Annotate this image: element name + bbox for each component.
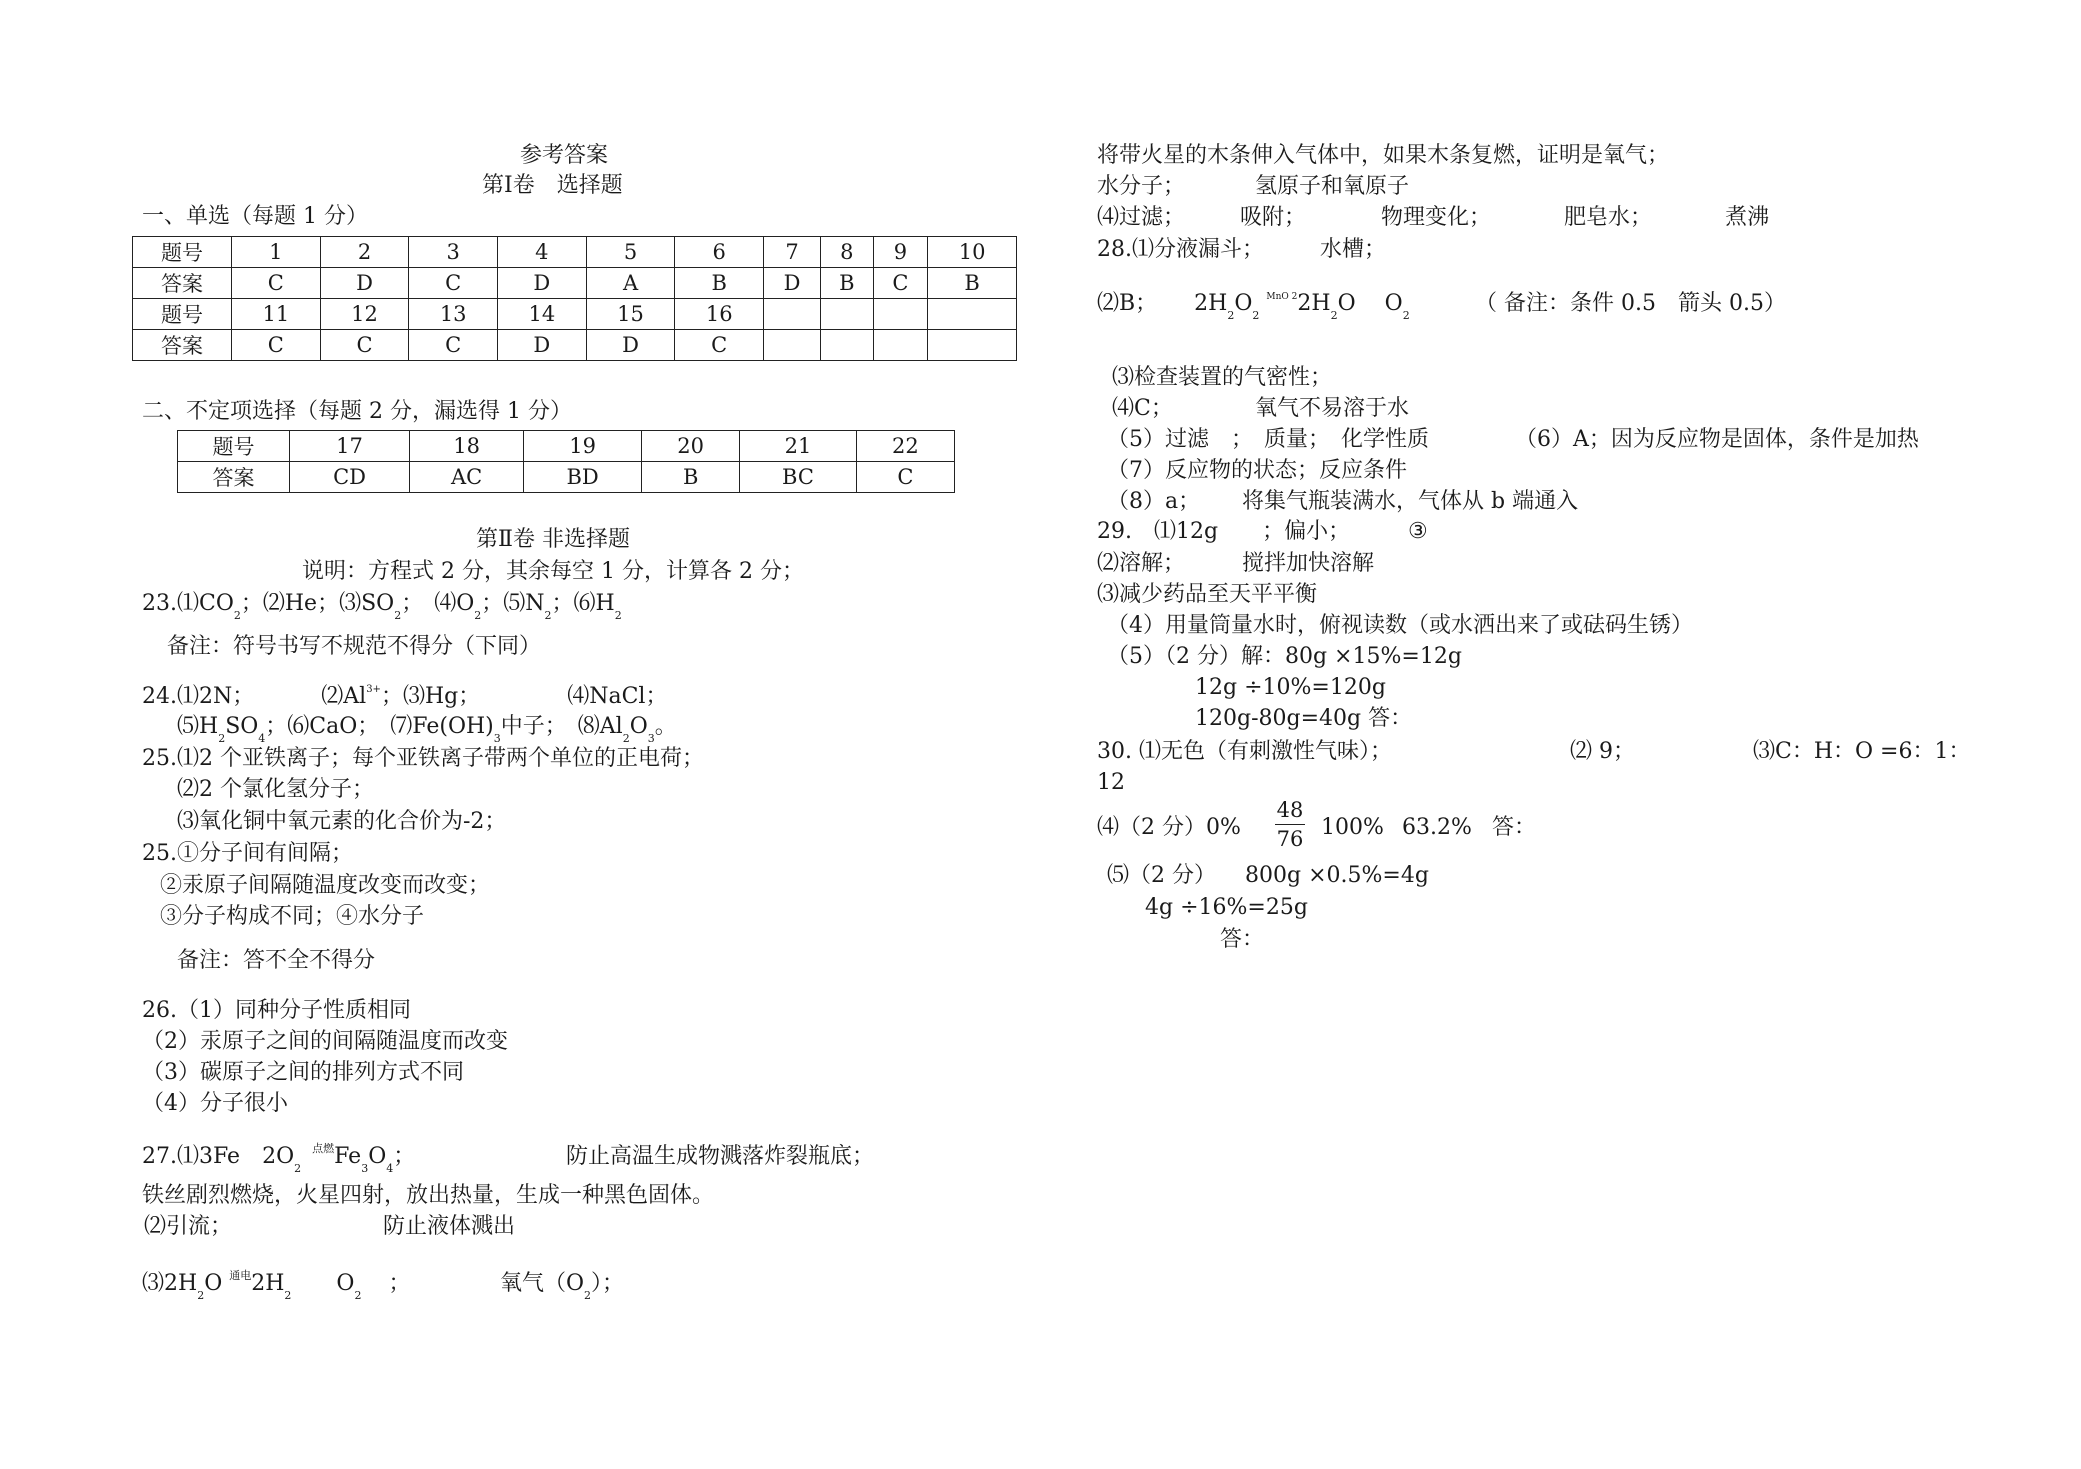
table-cell [928,299,1017,330]
numerator: 48 [1276,798,1304,822]
table-cell: B [821,268,874,299]
table-cell: C [409,330,498,361]
q26-line1: 26.（1）同种分子性质相同 [142,998,411,1023]
reaction-condition: 点燃 [312,1142,335,1155]
q28-part6: （6）A；因为反应物是固体，条件是加热 [1515,427,1919,452]
text: Fe [334,1144,362,1169]
q25b-line2: ②汞原子间隔随温度改变而改变； [160,873,491,898]
superscript: 3+ [366,684,381,695]
q30-part4d: 答： [1492,815,1537,840]
table-cell: 15 [586,299,675,330]
text: ； ⑷O [401,591,475,616]
text: O [629,714,648,739]
q28-part5: （5）过滤 ； 质量； 化学性质 [1107,427,1429,452]
table-cell [873,299,928,330]
page-title: 参考答案 [520,143,609,168]
text: 中子； ⑻Al [500,714,623,739]
table-cell: 7 [764,237,821,268]
text: ；⑸N [481,591,545,616]
text: O [1384,291,1403,316]
q30-part4c: 63.2% [1402,815,1472,840]
table-cell: C [675,330,764,361]
table-cell: C [232,330,321,361]
table-label: 答案 [178,462,290,493]
scoring-note: 说明：方程式 2 分，其余每空 1 分，计算各 2 分； [302,559,804,584]
subscript: 4 [386,1162,394,1175]
subscript: 2 [394,609,402,622]
q26-line4: （4）分子很小 [142,1091,288,1116]
q28-part4a: ⑷C； [1112,396,1173,421]
q30-part1: 30. ⑴无色（有刺激性气味）； [1097,739,1392,764]
table-cell: BC [740,462,856,493]
table-cell: D [764,268,821,299]
text: ；⑵He；⑶SO [240,591,395,616]
table-cell [928,330,1017,361]
subscript: 2 [284,1289,292,1302]
q24-line1 [142,683,667,715]
table-cell: CD [290,462,410,493]
text: ）； [591,1271,625,1296]
subscript: 2 [622,732,630,745]
table-cell: D [320,268,409,299]
q27-part4 [1097,204,1769,232]
table-cell: D [498,268,587,299]
table-cell [873,330,928,361]
q29-part2a: ⑵溶解； [1097,551,1186,576]
text: ⑴CO [177,591,234,616]
subscript: 2 [354,1289,362,1302]
q29-part5: （5）（2 分）解：80g ×15%=12g [1107,644,1462,669]
q26-line2: （2）汞原子之间的间隔随温度而改变 [142,1029,508,1054]
denominator: 76 [1276,827,1304,851]
subscript: 2 [294,1162,302,1175]
q30-part4b: 100% [1321,815,1384,840]
fraction [1275,798,1305,851]
text: SO [225,714,259,739]
part2-title: 第Ⅱ卷 非选择题 [476,527,630,552]
q27-line3b: 防止液体溅出 [383,1214,516,1239]
q25b-line1: 25.①分子间有间隔； [142,841,353,866]
text: ； [393,1144,416,1169]
q27-line3a: ⑵引流； [144,1214,233,1239]
table-cell: 13 [409,299,498,330]
table-row [178,462,955,493]
q23-note: 备注：符号书写不规范不得分（下同） [167,634,542,659]
table-label: 题号 [133,237,232,268]
q29-part1b: ③ [1408,519,1428,544]
reaction-condition: 通电 [229,1269,252,1282]
text: 2H [1194,291,1228,316]
table-cell: 11 [232,299,321,330]
text: MnO [1266,292,1289,302]
subscript: 3 [493,732,501,745]
text: 氧气（O [500,1271,585,1296]
section2-heading: 二、不定项选择（每题 2 分，漏选得 1 分） [142,399,572,424]
q29-calc1: 12g ÷10%=120g [1195,675,1386,700]
subscript: 2 [197,1289,205,1302]
q30-part2: ⑵ 9； [1570,739,1635,764]
q27-line1b: 防止高温生成物溅落炸裂瓶底； [566,1144,875,1169]
subscript: 2 [1330,309,1338,322]
q29-part4: （4）用量筒量水时，俯视读数（或水洒出来了或砝码生锈） [1107,613,1693,638]
table-cell: 14 [498,299,587,330]
table-cell [764,330,821,361]
q25b-line3: ③分子构成不同；④水分子 [160,904,425,929]
subscript: 3 [647,732,655,745]
text: ⑵B； [1097,291,1158,316]
q30-part4a: ⑷（2 分）0% [1097,815,1241,840]
text: O [1337,291,1356,316]
q25a-line2: ⑵2 个氯化氢分子； [177,777,374,802]
table-row [178,431,955,462]
table-cell: 21 [740,431,856,462]
q25a-line1: 25.⑴2 个亚铁离子；每个亚铁离子带两个单位的正电荷； [142,746,704,771]
q29-part2b: 搅拌加快溶解 [1242,551,1375,576]
answer-table-single [132,236,1017,361]
q28-line1b: 水槽； [1320,237,1387,262]
subscript: 2 [474,609,482,622]
table-cell: B [928,268,1017,299]
part1-title: 第Ⅰ卷 选择题 [482,173,623,198]
text: 2 [1291,292,1298,302]
text: O [336,1271,355,1296]
text: O [1234,291,1253,316]
table-cell: 9 [873,237,928,268]
q27-line4 [142,1270,410,1301]
subscript: 2 [584,1289,592,1302]
text: O [204,1271,223,1296]
q29-calc2: 120g-80g=40g 答： [1195,706,1413,731]
text: ⑵Al [321,684,367,709]
text: 23. [142,591,177,616]
text: O [368,1144,387,1169]
text: 肥皂水； [1564,205,1653,230]
table-cell: 16 [675,299,764,330]
q28-part4b: 氧气不易溶于水 [1255,396,1410,421]
table-cell: 20 [642,431,740,462]
table-row [133,299,1017,330]
q30-part3-cont: 12 [1097,770,1125,795]
text: ； [388,1271,411,1296]
table-label: 答案 [133,330,232,361]
answer-table-multi [177,430,955,493]
table-cell: 4 [498,237,587,268]
table-row [133,268,1017,299]
q28-part8b: 将集气瓶装满水，气体从 b 端通入 [1242,489,1579,514]
q25a-line3: ⑶氧化铜中氧元素的化合价为-2； [177,809,507,834]
reaction-condition [1266,292,1297,302]
q30-answer: 答： [1220,927,1265,952]
table-cell: 5 [586,237,675,268]
subscript: 2 [1227,309,1235,322]
table-cell: 22 [856,431,954,462]
text: 吸附； [1240,205,1307,230]
subscript: 3 [361,1162,369,1175]
q30-part5b: 800g ×0.5%=4g [1245,863,1429,888]
table-cell: 6 [675,237,764,268]
q27-continued: 将带火星的木条伸入气体中，如果木条复燃，证明是氧气； [1097,143,1670,168]
q28-line1a: 28.⑴分液漏斗； [1097,237,1264,262]
table-cell: 17 [290,431,410,462]
table-label: 答案 [133,268,232,299]
table-row [133,237,1017,268]
text: 24.⑴2N； [142,684,255,709]
table-cell: C [873,268,928,299]
table-label: 题号 [133,299,232,330]
table-cell: 3 [409,237,498,268]
table-cell: 10 [928,237,1017,268]
q27-water-a: 水分子； [1097,174,1186,199]
q28-equation [1097,290,1410,322]
subscript: 2 [1402,309,1410,322]
q23-answer [142,590,622,621]
table-cell: C [232,268,321,299]
q27-line1 [142,1143,415,1174]
text: ⑶2H [142,1271,198,1296]
table-cell: C [409,268,498,299]
text: ；⑹CaO； ⑺Fe(OH) [265,714,494,739]
text: ⑷NaCl； [567,684,668,709]
text: ⑸H [177,714,219,739]
table-row [133,330,1017,361]
text: 物理变化； [1381,205,1492,230]
table-cell: 19 [524,431,642,462]
q28-part3: ⑶检查装置的气密性； [1112,365,1333,390]
table-cell [821,330,874,361]
table-cell: AC [410,462,524,493]
text: 2H [1297,291,1331,316]
table-cell: B [675,268,764,299]
table-cell [764,299,821,330]
table-cell: 18 [410,431,524,462]
subscript: 2 [218,732,226,745]
table-cell: 1 [232,237,321,268]
q27-line2: 铁丝剧烈燃烧，火星四射，放出热量，生成一种黑色固体。 [142,1183,715,1208]
q24-line2 [177,713,677,744]
table-cell: 12 [320,299,409,330]
section1-heading: 一、单选（每题 1 分） [142,204,368,229]
q29-part3: ⑶减少药品至天平平衡 [1097,582,1318,607]
fraction-bar [1275,824,1305,825]
table-cell: D [586,330,675,361]
table-cell [821,299,874,330]
subscript: 2 [1252,309,1260,322]
table-cell: BD [524,462,642,493]
text: 2H [251,1271,285,1296]
q30-calc: 4g ÷16%=25g [1145,895,1308,920]
table-cell: 8 [821,237,874,268]
table-cell: B [642,462,740,493]
q30-part5a: ⑸（2 分） [1107,863,1216,888]
q28-part7: （7）反应物的状态；反应条件 [1107,458,1407,483]
text: 27.⑴3Fe 2O [142,1144,295,1169]
table-cell: C [856,462,954,493]
table-cell: C [320,330,409,361]
table-cell: 2 [320,237,409,268]
subscript: 2 [614,609,622,622]
text: ⑷过滤； [1097,205,1186,230]
q26-line3: （3）碳原子之间的排列方式不同 [142,1060,464,1085]
subscript: 2 [544,609,552,622]
subscript: 4 [258,732,266,745]
q27-water-b: 氢原子和氧原子 [1255,174,1410,199]
q27-line4b [500,1270,624,1301]
table-cell: D [498,330,587,361]
table-label: 题号 [178,431,290,462]
table-cell: A [586,268,675,299]
subscript: 2 [233,609,241,622]
text: ；⑹H [551,591,615,616]
text: ；⑶Hg； [380,684,481,709]
q30-part3: ⑶C：H：O =6：1： [1753,739,1971,764]
q29-part1a: 29. ⑴12g ；偏小； [1097,519,1351,544]
q25b-note: 备注：答不全不得分 [177,948,376,973]
text: 煮沸 [1725,205,1770,230]
text: 。 [654,714,677,739]
q28-equation-note: （ 备注：条件 0.5 箭头 0.5） [1475,291,1786,316]
q28-part8a: （8）a； [1107,489,1201,514]
